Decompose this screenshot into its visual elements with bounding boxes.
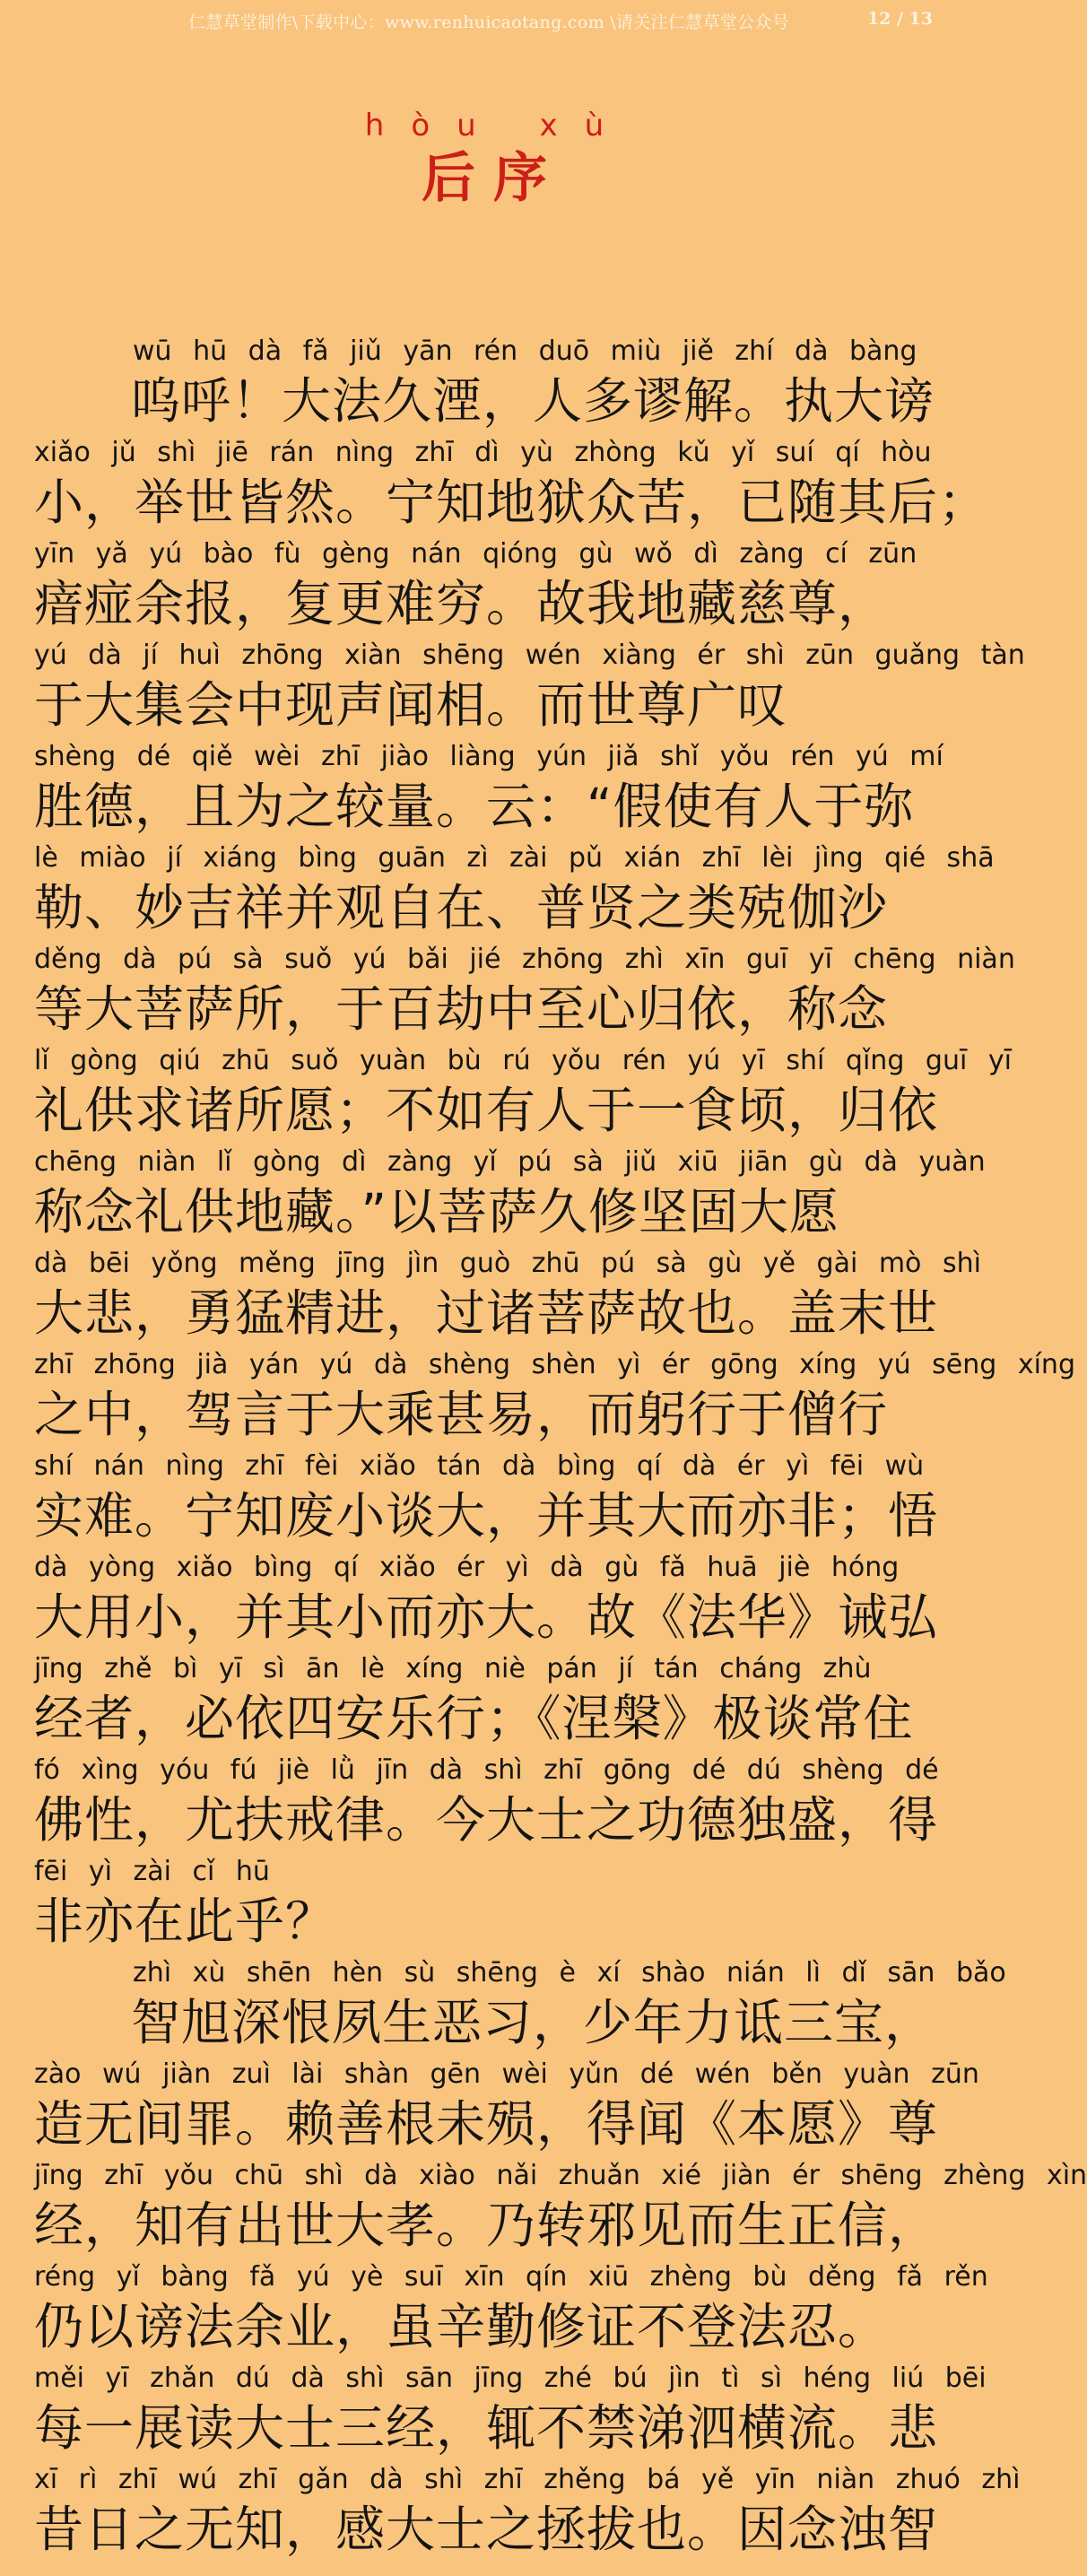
text-line [34,1550,940,1651]
pinyin-line: jīng zhī yǒu chū shì dà xiào nǎi zhuǎn xié jiàn ér shēng zhèng xìn [34,2160,1087,2191]
pinyin-line: chēng niàn lǐ gòng dì zàng yǐ pú sà jiǔ xiū jiān gù dà yuàn [34,1146,986,1178]
text-line [34,536,940,638]
hanzi-line: 经，知有出世大孝。乃转邪见而生正信， [34,2197,939,2254]
text-line [34,2462,1021,2563]
title-pinyin: hòu xù [364,108,631,144]
pinyin-line: jīng zhě bì yī sì ān lè xíng niè pán jí tán cháng zhù [34,1653,872,1684]
pinyin-line: xī rì zhī wú zhī gǎn dà shì zhī zhěng bá yě yīn niàn zhuó zhì [34,2464,1021,2495]
text-line [34,1449,940,1550]
text-line [34,942,1015,1043]
pinyin-line: shèng dé qiě wèi zhī jiào liàng yún jiǎ shǐ yǒu rén yú mí [34,741,944,772]
pinyin-line: yú dà jí huì zhōng xiàn shēng wén xiàng ér shì zūn guǎng tàn [34,640,1025,671]
hanzi-line: 实难。宁知废小谈大，并其大而亦非；悟 [34,1487,939,1545]
hanzi-line: 等大菩萨所，于百劫中至心归依，称念 [34,980,889,1038]
hanzi-line: 智旭深恨夙生恶习，少年力诋三宝， [131,1994,935,2051]
text-line [34,638,1025,739]
pinyin-line: wū hū dà fǎ jiǔ yān rén duō miù jiě zhí dà bàng [133,335,917,367]
hanzi-line: 勒、妙吉祥并观自在、普贤之类殑伽沙 [34,879,889,936]
pinyin-line: xiǎo jǔ shì jiē rán nìng zhī dì yù zhòng kǔ yǐ suí qí hòu [34,437,932,468]
pinyin-line: dà bēi yǒng měng jīng jìn guò zhū pú sà gù yě gài mò shì [34,1248,981,1279]
hanzi-line: 每一展读大士三经，辄不禁涕泗横流。悲 [34,2399,939,2457]
page-number: 12 / 13 [866,9,933,29]
pinyin-line: dà yòng xiǎo bìng qí xiǎo ér yì dà gù fǎ huā jiè hóng [34,1552,900,1583]
pinyin-line: yīn yǎ yú bào fù gèng nán qióng gù wǒ dì zàng cí zūn [34,538,917,570]
text-line [34,840,995,942]
hanzi-line: 昔日之无知，感大士之拯拔也。因念浊智 [34,2501,939,2558]
text-line [34,435,989,536]
page-header [0,0,969,41]
pinyin-line: zhì xù shēn hèn sù shēng è xí shào nián lì dǐ sān bǎo [133,1957,1006,1989]
pinyin-line: fēi yì zài cǐ hū [34,1856,270,1887]
text-line [34,1144,986,1246]
hanzi-line: 佛性，尤扶戒律。今大士之功德独盛，得 [34,1791,939,1849]
pinyin-line: zhī zhōng jià yán yú dà shèng shèn yì ér gōng xíng yú sēng xíng [34,1349,1075,1380]
hanzi-line: 于大集会中现声闻相。而世尊广叹 [34,676,788,734]
hanzi-line: 小，举世皆然。宁知地狱众苦，已随其后； [34,474,989,531]
text-line [34,1955,1006,2057]
hanzi-line: 大悲，勇猛精进，过诸菩萨故也。盖末世 [34,1284,939,1342]
pinyin-line: shí nán nìng zhī fèi xiǎo tán dà bìng qí dà ér yì fēi wù [34,1450,925,1482]
text-line [34,2361,987,2462]
text-line [34,2259,988,2361]
text-line [34,334,940,435]
pinyin-line: zào wú jiàn zuì lài shàn gēn wèi yǔn dé wén běn yuàn zūn [34,2058,979,2090]
pinyin-line: fó xìng yóu fú jiè lǜ jīn dà shì zhī gōng dé dú shèng dé [34,1754,939,1786]
text-line [34,1246,981,1347]
hanzi-line: 之中，驾言于大乘甚易，而躬行于僧行 [34,1386,889,1443]
text-line [34,1347,1075,1449]
text-line [34,2158,1087,2259]
hanzi-line: 称念礼供地藏。”以菩萨久修坚固大愿 [34,1183,839,1240]
pinyin-line: réng yǐ bàng fǎ yú yè suī xīn qín xiū zhèng bù děng fǎ rěn [34,2261,988,2293]
hanzi-line: 非亦在此乎？ [34,1893,336,1950]
pinyin-line: měi yī zhǎn dú dà shì sān jīng zhé bú jìn tì sì héng liú bēi [34,2363,987,2394]
hanzi-line: 造无间罪。赖善根未殒，得闻《本愿》尊 [34,2095,939,2153]
text-line [34,2057,979,2158]
text-line [34,1753,940,1854]
header-source-text: 仁慧草堂制作\下载中心：www.renhuicaotang.com \请关注仁慧草堂公众号 [188,13,789,32]
pinyin-line: děng dà pú sà suǒ yú bǎi jié zhōng zhì xīn guī yī chēng niàn [34,944,1015,975]
hanzi-line: 胜德，且为之较量。云：“假使有人于弥 [34,778,915,835]
title-text: 后序 [422,147,565,210]
text-line [34,1043,1012,1144]
pinyin-line: lǐ gòng qiú zhū suǒ yuàn bù rú yǒu rén yú yī shí qǐng guī yī [34,1045,1012,1076]
pinyin-line: lè miào jí xiáng bìng guān zì zài pǔ xián zhī lèi jìng qié shā [34,842,995,874]
hanzi-line: 仍以谤法余业，虽辛勤修证不登法忍。 [34,2298,889,2355]
text-body [34,334,1087,2563]
hanzi-line: 呜呼！大法久湮，人多谬解。执大谤 [131,372,935,430]
text-line [34,739,944,840]
hanzi-line: 瘖痖余报，复更难穷。故我地藏慈尊， [34,575,889,632]
hanzi-line: 礼供求诸所愿；不如有人于一食顷，归依 [34,1082,939,1139]
text-line [34,1854,940,1955]
section-title [0,106,969,210]
text-line [34,1651,940,1753]
hanzi-line: 经者，必依四安乐行；《涅槃》极谈常住 [34,1690,914,1747]
hanzi-line: 大用小，并其小而亦大。故《法华》诫弘 [34,1588,939,1646]
